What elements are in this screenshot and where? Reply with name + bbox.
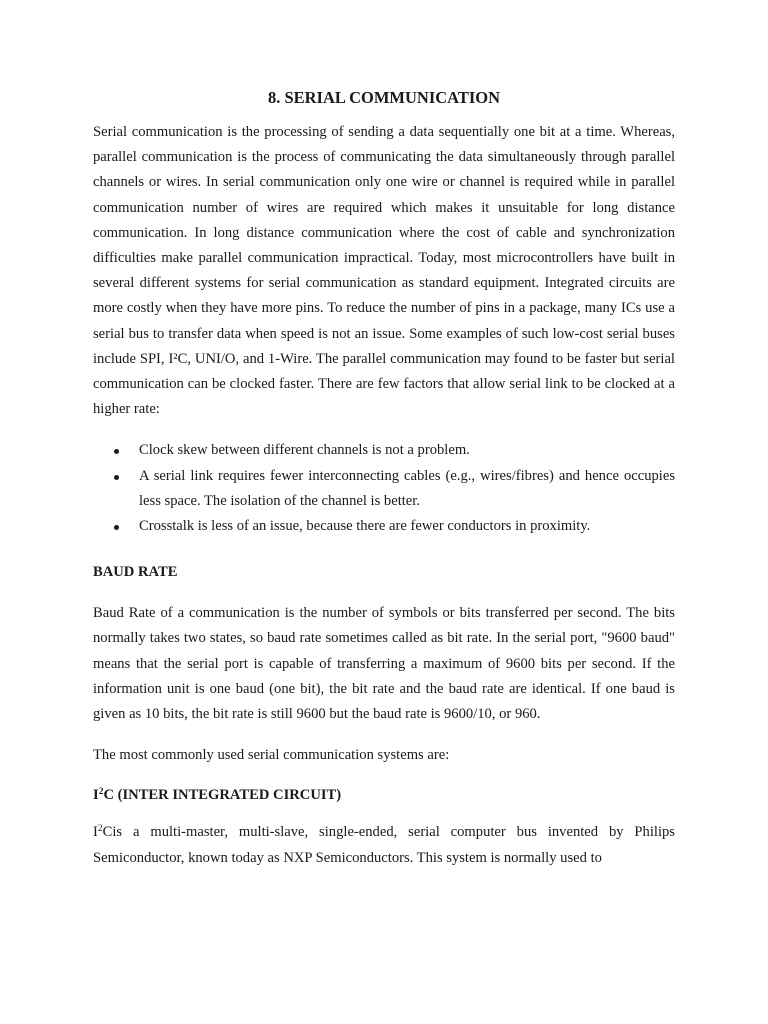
i2c-heading xyxy=(93,784,675,806)
bullet-icon xyxy=(114,449,119,454)
page-title: 8. SERIAL COMMUNICATION xyxy=(267,88,501,107)
list-item xyxy=(93,514,675,539)
list-item xyxy=(93,464,675,514)
bullet-icon xyxy=(114,475,119,480)
systems-intro-paragraph: The most commonly used serial communication systems are: xyxy=(93,747,450,764)
i2c-paragraph-prefix: I xyxy=(93,824,98,841)
baud-rate-heading: BAUD RATE xyxy=(93,564,178,581)
intro-paragraph: Serial communication is the processing of sending a data sequentially one bit at a time. Whereas, parallel communication is the process of communicating the data simultaneously through parallel channels or wires. In serial communication only one wire or channel is required while in parallel communication number of wires are required which makes it unsuitable for long distance communication. In long distance communication where the cost of cable and synchronization difficulties make parallel communication impractical. Today, most microcontrollers have built in several different systems for serial communication as standard equipment. Integrated circuits are more costly when they have more pins. To reduce the number of pins in a package, many ICs use a serial bus to transfer data when speed is not an issue. Some examples of such low-cost serial buses include SPI, I²C, UNI/O, and 1-Wire. The parallel communication may found to be faster but serial communication can be clocked faster. There are few factors that allow serial link to be clocked at a higher rate: xyxy=(93,124,675,418)
bullet-icon xyxy=(114,525,119,530)
i2c-paragraph-rest: Cis a multi-master, multi-slave, single-ended, serial computer bus invented by Philips Semiconductor, known today as NXP Semiconductors. This system is normally used to xyxy=(93,824,675,866)
list-item xyxy=(93,438,675,463)
i2c-paragraph-superscript: 2 xyxy=(97,824,103,835)
list-item-text: Crosstalk is less of an issue, because there are fewer conductors in proximity. xyxy=(139,518,591,535)
i2c-heading-rest: C (INTER INTEGRATED CIRCUIT) xyxy=(103,787,342,804)
i2c-paragraph xyxy=(93,820,675,870)
factor-list xyxy=(93,438,675,539)
list-item-text: A serial link requires fewer interconnecting cables (e.g., wires/fibres) and hence occupies less space. The isolation of the channel is better. xyxy=(139,467,675,509)
list-item-text: Clock skew between different channels is not a problem. xyxy=(139,442,470,459)
i2c-heading-prefix: I xyxy=(93,787,99,804)
baud-rate-paragraph: Baud Rate of a communication is the number of symbols or bits transferred per second. The bits normally takes two states, so baud rate sometimes called as bit rate. In the serial port, "9600 baud" means that the serial port is capable of transferring a maximum of 9600 bits per second. If the information unit is one baud (one bit), the bit rate and the baud rate are identical. If one baud is given as 10 bits, the bit rate is still 9600 but the baud rate is 9600/10, or 960. xyxy=(93,605,675,723)
i2c-heading-superscript: 2 xyxy=(98,787,104,798)
